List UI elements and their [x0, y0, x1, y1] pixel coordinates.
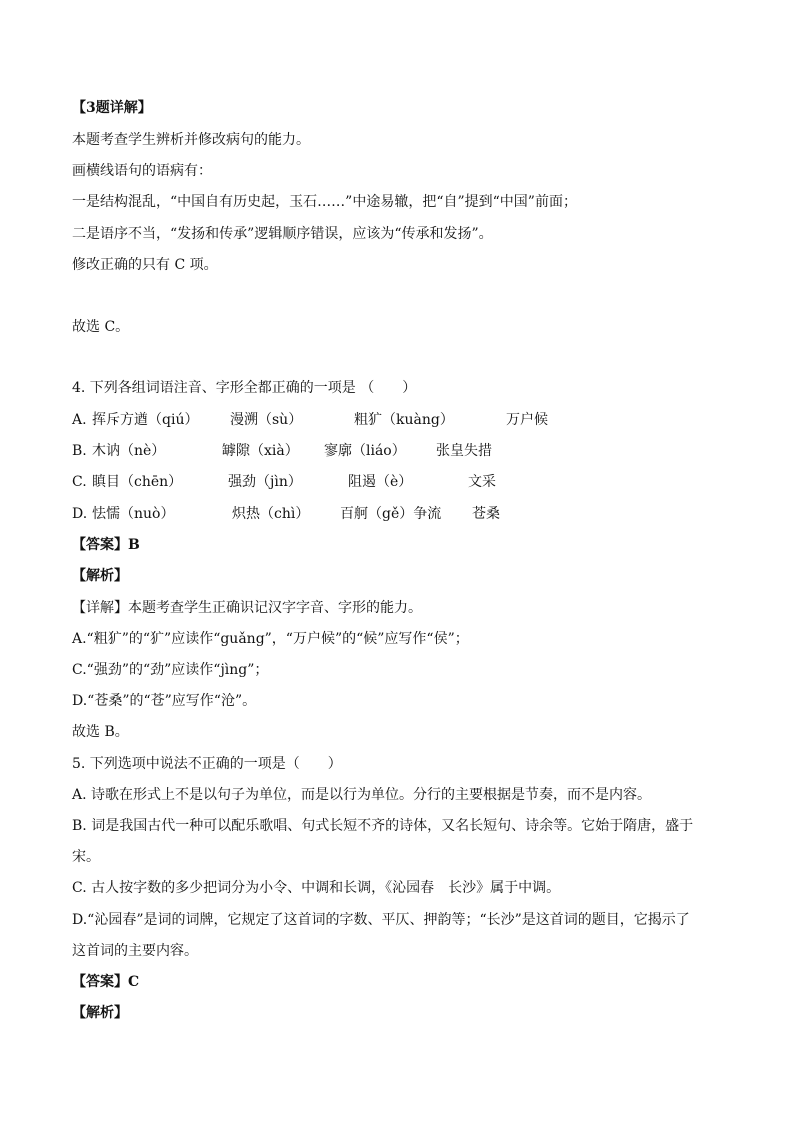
q5-option-d-line-2: 这首词的主要内容。 — [72, 943, 198, 959]
option-item: 粗犷（kuàng） — [354, 412, 454, 428]
option-item: 文采 — [468, 474, 496, 490]
option-item: 漫溯（sù） — [230, 412, 303, 428]
q3-line-1: 本题考查学生辨析并修改病句的能力。 — [72, 132, 310, 148]
q5-option-b-line-1: B. 词是我国古代一种可以配乐歌唱、句式长短不齐的诗体，又名长短句、诗余等。它始于隋唐，盛于 — [72, 818, 694, 834]
option-label: C. — [72, 474, 87, 490]
option-item: 瞋目（chēn） — [92, 474, 183, 490]
q5-option-b-line-2: 宋。 — [72, 849, 100, 865]
q5-option-c: C. 古人按字数的多少把词分为小令、中调和长调，《沁园春 长沙》属于中调。 — [72, 880, 561, 896]
q5-analysis-header: 【解析】 — [72, 1005, 128, 1021]
q4-answer: 【答案】B — [72, 537, 140, 553]
q5-answer: 【答案】C — [72, 974, 140, 990]
option-item: 挥斥方遒（qiú） — [92, 412, 199, 428]
q3-line-5: 修改正确的只有 C 项。 — [72, 257, 218, 273]
q5-option-d-line-1: D.“沁园春”是词的词牌，它规定了这首词的字数、平仄、押韵等；“长沙”是这首词的题目，它揭示了 — [72, 912, 690, 928]
option-item: 木讷（nè） — [92, 443, 166, 459]
q5-stem: 5. 下列选项中说法不正确的一项是（ ） — [72, 756, 342, 772]
option-item: 百舸（gě）争流 — [340, 506, 442, 522]
q5-option-a: A. 诗歌在形式上不是以句子为单位，而是以行为单位。分行的主要根据是节奏，而不是内容。 — [72, 787, 652, 803]
option-item: 寥廓（liáo） — [324, 443, 406, 459]
q4-explanation-d: D.“苍桑”的“苍”应写作“沧”。 — [72, 693, 257, 709]
option-item: 炽热（chì） — [232, 506, 310, 522]
q4-explanation-a: A.“粗犷”的“犷”应读作“guǎng”，“万户候”的“候”应写作“侯”； — [72, 631, 469, 647]
q4-detail: 【详解】本题考查学生正确识记汉字字音、字形的能力。 — [72, 600, 422, 616]
option-item: 张皇失措 — [436, 443, 492, 459]
q3-line-2: 画横线语句的语病有： — [72, 163, 212, 179]
q4-conclusion: 故选 B。 — [72, 724, 129, 740]
q3-conclusion: 故选 C。 — [72, 319, 130, 335]
q3-line-3: 一是结构混乱，“中国自有历史起，玉石……”中途易辙，把“自”提到“中国”前面； — [72, 194, 577, 210]
option-item: 万户候 — [506, 412, 548, 428]
q3-line-4: 二是语序不当，“发扬和传承”逻辑顺序错误，应该为“传承和发扬”。 — [72, 226, 493, 242]
option-label: B. — [72, 443, 87, 459]
option-item: 怯懦（nuò） — [92, 506, 175, 522]
option-item: 苍桑 — [472, 506, 500, 522]
q3-detail-header: 【3题详解】 — [72, 100, 152, 116]
q4-stem: 4. 下列各组词语注音、字形全都正确的一项是 （ ） — [72, 380, 417, 396]
option-label: D. — [72, 506, 88, 522]
q4-explanation-c: C.“强劲”的“劲”应读作“jìng”； — [72, 662, 269, 678]
option-item: 罅隙（xià） — [222, 443, 299, 459]
q4-analysis-header: 【解析】 — [72, 568, 128, 584]
option-item: 阻遏（è） — [348, 474, 413, 490]
option-label: A. — [72, 412, 87, 428]
option-item: 强劲（jìn） — [228, 474, 302, 490]
